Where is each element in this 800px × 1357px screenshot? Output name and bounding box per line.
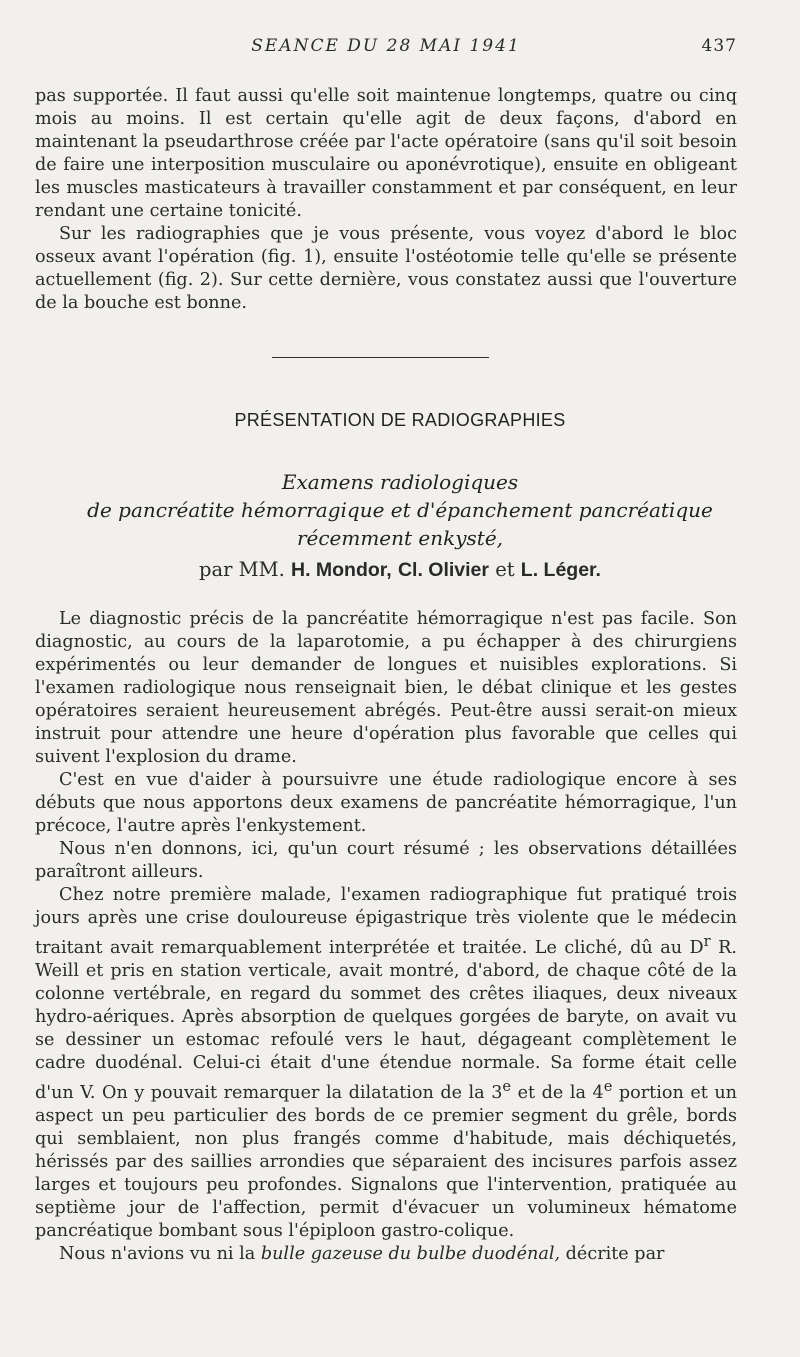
author-leger: L. Léger. [520, 559, 601, 581]
body-paragraph-4 [35, 884, 737, 1243]
body-paragraph-2: C'est en vue d'aider à poursuivre une étude radiologique encore à ses débuts que nous apportons deux examens de pancréatite hémorragique, l'un précoce, l'autre après l'enkystement. [35, 770, 737, 836]
running-title: SEANCE DU 28 MAI 1941 [251, 36, 521, 56]
body-p4-part-b: R. Weill et pris en station verticale, avait montré, d'abord, de chaque côté de la colonne vertébrale, en regard du sommet des crêtes iliaques, deux niveaux hydro-aériques. Après absorption de quelques gorgées de baryte, on avait vu se dessiner un estomac refoulé vers le haut, dégageant complètement le cadre duodénal. Celui-ci était d'une étendue normale. Sa forme était celle d'un V. On y pouvait remarquer la dilatation de la 3 [35, 937, 737, 1103]
body-paragraph-5 [35, 1243, 737, 1266]
body-p4-part-a: Chez notre première malade, l'examen radiographique fut pratiqué trois jours après une crise douloureuse épigastrique très violente que le médecin traitant avait remarquablement interprétée et traitée. Le cliché, dû au D [35, 885, 737, 958]
body-p4-sup-3: e [603, 1077, 613, 1095]
body-p4-part-d: portion et un aspect un peu particulier des bords de ce premier segment du grêle, bords qui semblaient, non plus frangés comme d'habitude, mais déchiquetés, hérissés par des saillies arrondies que séparaient des incisures parfois assez larges et toujours peu profondes. Signalons que l'intervention, pratiquée au septième jour de l'affection, permit d'évacuer un volumineux hématome pancréatique bombant sous l'épiploon gastro-colique. [35, 1082, 737, 1241]
article-title-line-1: Examens radiologiques [281, 470, 519, 494]
article-body [35, 608, 737, 1266]
authors-conjunction: et [495, 558, 515, 581]
section-title: PRÉSENTATION DE RADIOGRAPHIES [234, 410, 566, 430]
body-paragraph-3: Nous n'en donnons, ici, qu'un court résumé ; les observations détaillées paraîtront ailleurs. [35, 839, 737, 882]
intro-paragraph-1: pas supportée. Il faut aussi qu'elle soit maintenue longtemps, quatre ou cinq mois au moins. Il est certain qu'elle agit de deux façons, d'abord en maintenant la pseudarthrose créée par l'acte opératoire (sans qu'il soit besoin de faire une interposition musculaire ou aponévrotique), ensuite en obligeant les muscles masticateurs à travailler constamment et par conséquent, en leur rendant une certaine tonicité. [35, 86, 737, 221]
article-title-line-2: de pancréatite hémorragique et d'épanchement pancréatique [87, 498, 713, 522]
author-olivier: Cl. Olivier [397, 559, 489, 581]
intro-paragraph-2: Sur les radiographies que je vous présente, vous voyez d'abord le bloc osseux avant l'opération (fig. 1), ensuite l'ostéotomie telle qu'elle se présente actuellement (fig. 2). Sur cette dernière, vous constatez aussi que l'ouverture de la bouche est bonne. [35, 224, 737, 313]
body-paragraph-1: Le diagnostic précis de la pancréatite hémorragique n'est pas facile. Son diagnostic, au cours de la laparotomie, a pu échapper à des chirurgiens expérimentés ou leur demander de longues et nuisibles explorations. Si l'examen radiologique nous renseignait bien, le débat clinique et les gestes opératoires seraient heureusement abrégés. Peut-être aussi serait-on mieux instruit pour attendre une heure d'opération plus favorable que celles qui suivent l'explosion du drame. [35, 609, 737, 767]
body-p5-emphasis: bulle gazeuse du bulbe duodénal, [260, 1243, 561, 1264]
authors-prefix: par MM. [199, 558, 285, 581]
article-title-line-3: récemment enkysté, [296, 526, 504, 550]
running-head [35, 36, 737, 60]
article-title [0, 468, 800, 552]
intro-text [35, 85, 737, 315]
page-number: 437 [701, 36, 737, 56]
body-p5-part-a: Nous n'avions vu ni la [59, 1243, 261, 1264]
author-mondor: H. Mondor, [290, 559, 392, 581]
body-p4-sup-1: r [703, 933, 711, 950]
body-p5-part-b: décrite par [560, 1243, 665, 1264]
section-divider [272, 357, 489, 358]
article-authors [0, 558, 800, 582]
body-p4-sup-2: e [502, 1077, 512, 1095]
body-p4-part-c: et de la 4 [511, 1082, 604, 1103]
